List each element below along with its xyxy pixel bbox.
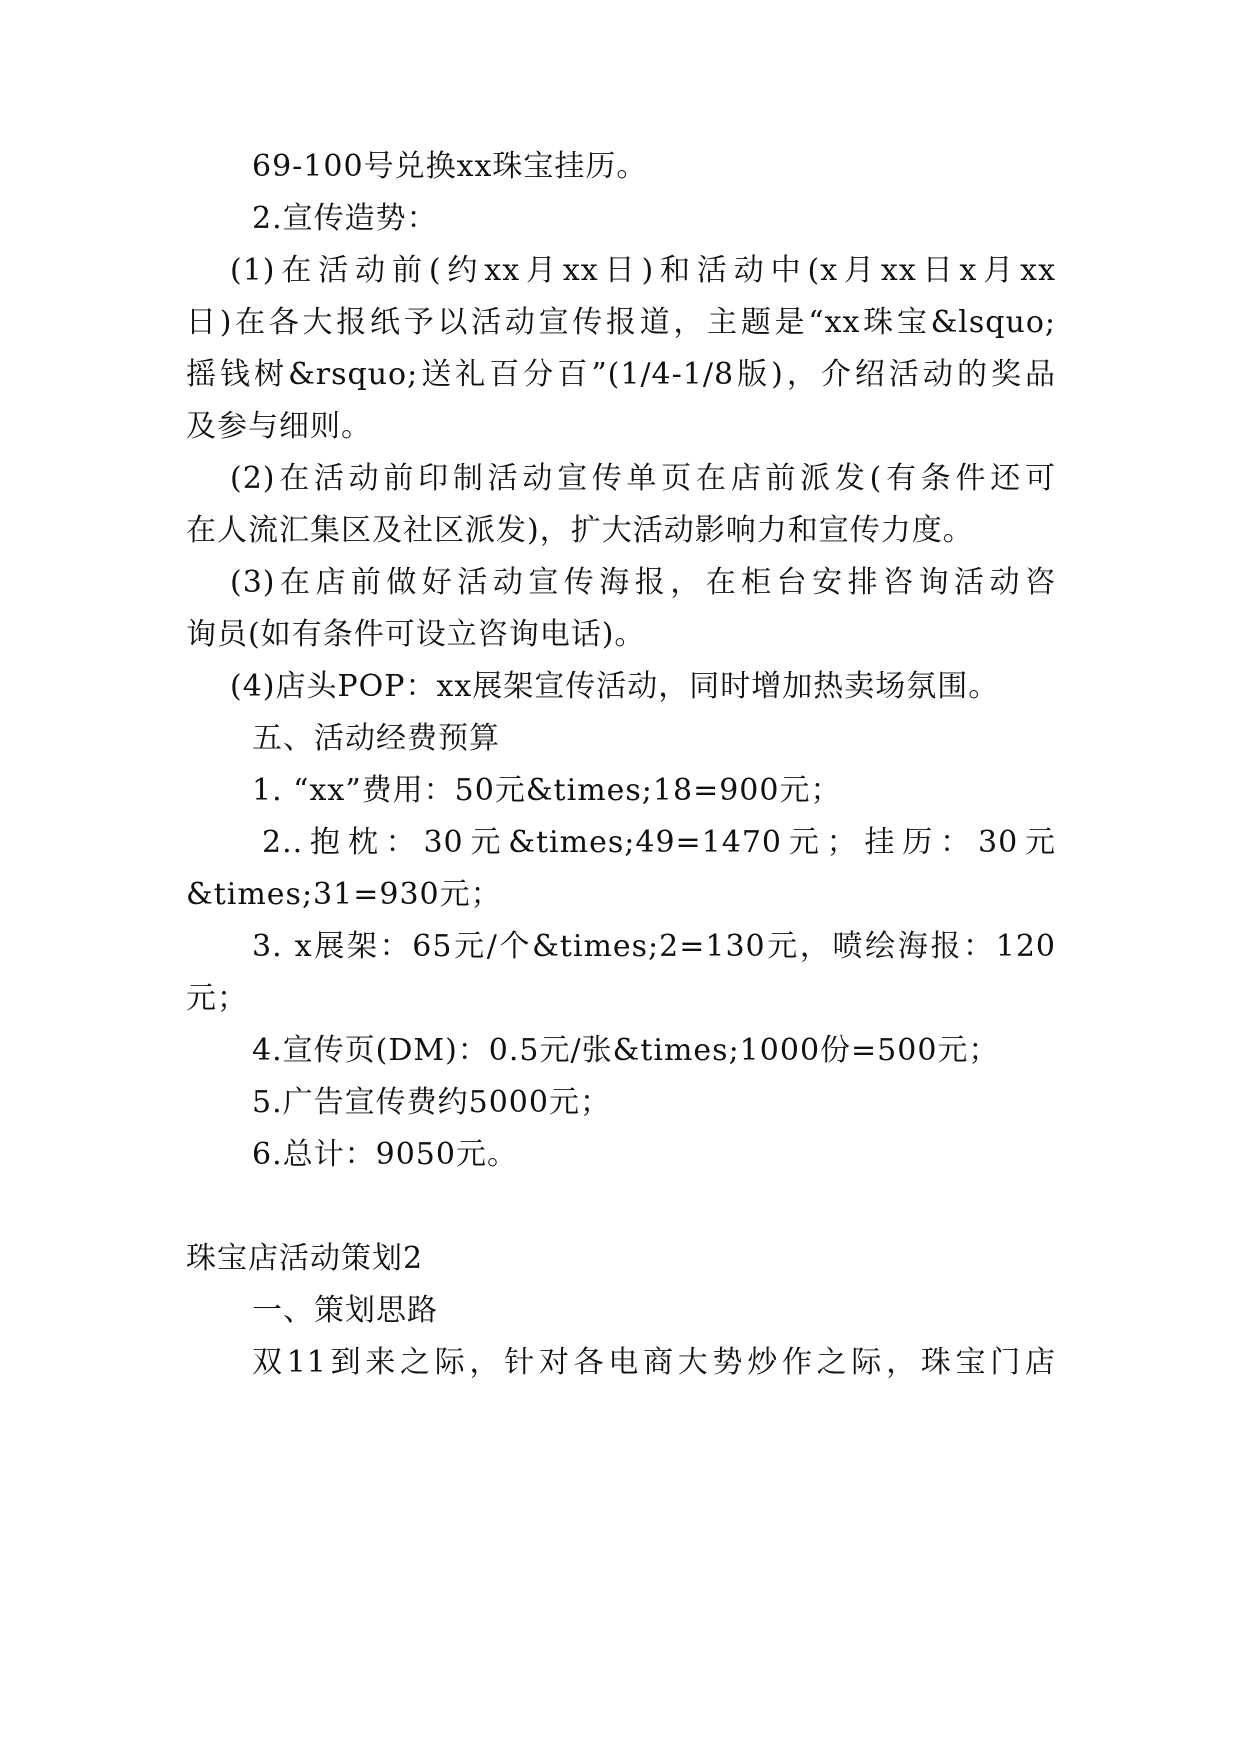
text-line: 询员(如有条件可设立咨询电话)。 xyxy=(186,617,646,652)
text-line: 摇钱树&rsquo;送礼百分百”(1/4-1/8版)，介绍活动的奖品 xyxy=(186,357,1056,392)
text-line: (4)店头POP：xx展架宣传活动，同时增加热卖场氛围。 xyxy=(230,669,1000,704)
text-line: (1)在活动前(约xx月xx日)和活动中(x月xx日x月xx xyxy=(230,253,1056,288)
text-line: 日)在各大报纸予以活动宣传报道，主题是“xx珠宝&lsquo; xyxy=(186,305,1056,340)
text-line: 2..抱枕：30元&times;49=1470元；挂历：30元 xyxy=(262,825,1056,860)
text-line: 及参与细则。 xyxy=(186,409,372,444)
text-line: 1. “xx”费用：50元&times;18=900元； xyxy=(252,773,842,808)
text-line: 4.宣传页(DM)：0.5元/张&times;1000份=500元； xyxy=(252,1033,1000,1068)
text-line: (2)在活动前印制活动宣传单页在店前派发(有条件还可 xyxy=(230,461,1056,496)
document-title: 珠宝店活动策划2 xyxy=(186,1241,424,1276)
text-line: 在人流汇集区及社区派发)，扩大活动影响力和宣传力度。 xyxy=(186,513,974,548)
text-line: 双11到来之际，针对各电商大势炒作之际，珠宝门店 xyxy=(252,1345,1056,1380)
text-line: 5.广告宣传费约5000元； xyxy=(252,1085,611,1120)
text-line: (3)在店前做好活动宣传海报，在柜台安排咨询活动咨 xyxy=(230,565,1056,600)
text-line: 3. x展架：65元/个&times;2=130元，喷绘海报：120 xyxy=(252,929,1056,964)
text-line: 69-100号兑换xx珠宝挂历。 xyxy=(252,149,648,184)
section-heading: 一、策划思路 xyxy=(252,1293,438,1328)
section-heading: 五、活动经费预算 xyxy=(252,721,500,756)
text-line: 6.总计：9050元。 xyxy=(252,1137,518,1172)
text-line: &times;31=930元； xyxy=(186,877,502,912)
text-line: 元； xyxy=(186,981,248,1016)
text-line: 2.宣传造势： xyxy=(252,201,438,236)
